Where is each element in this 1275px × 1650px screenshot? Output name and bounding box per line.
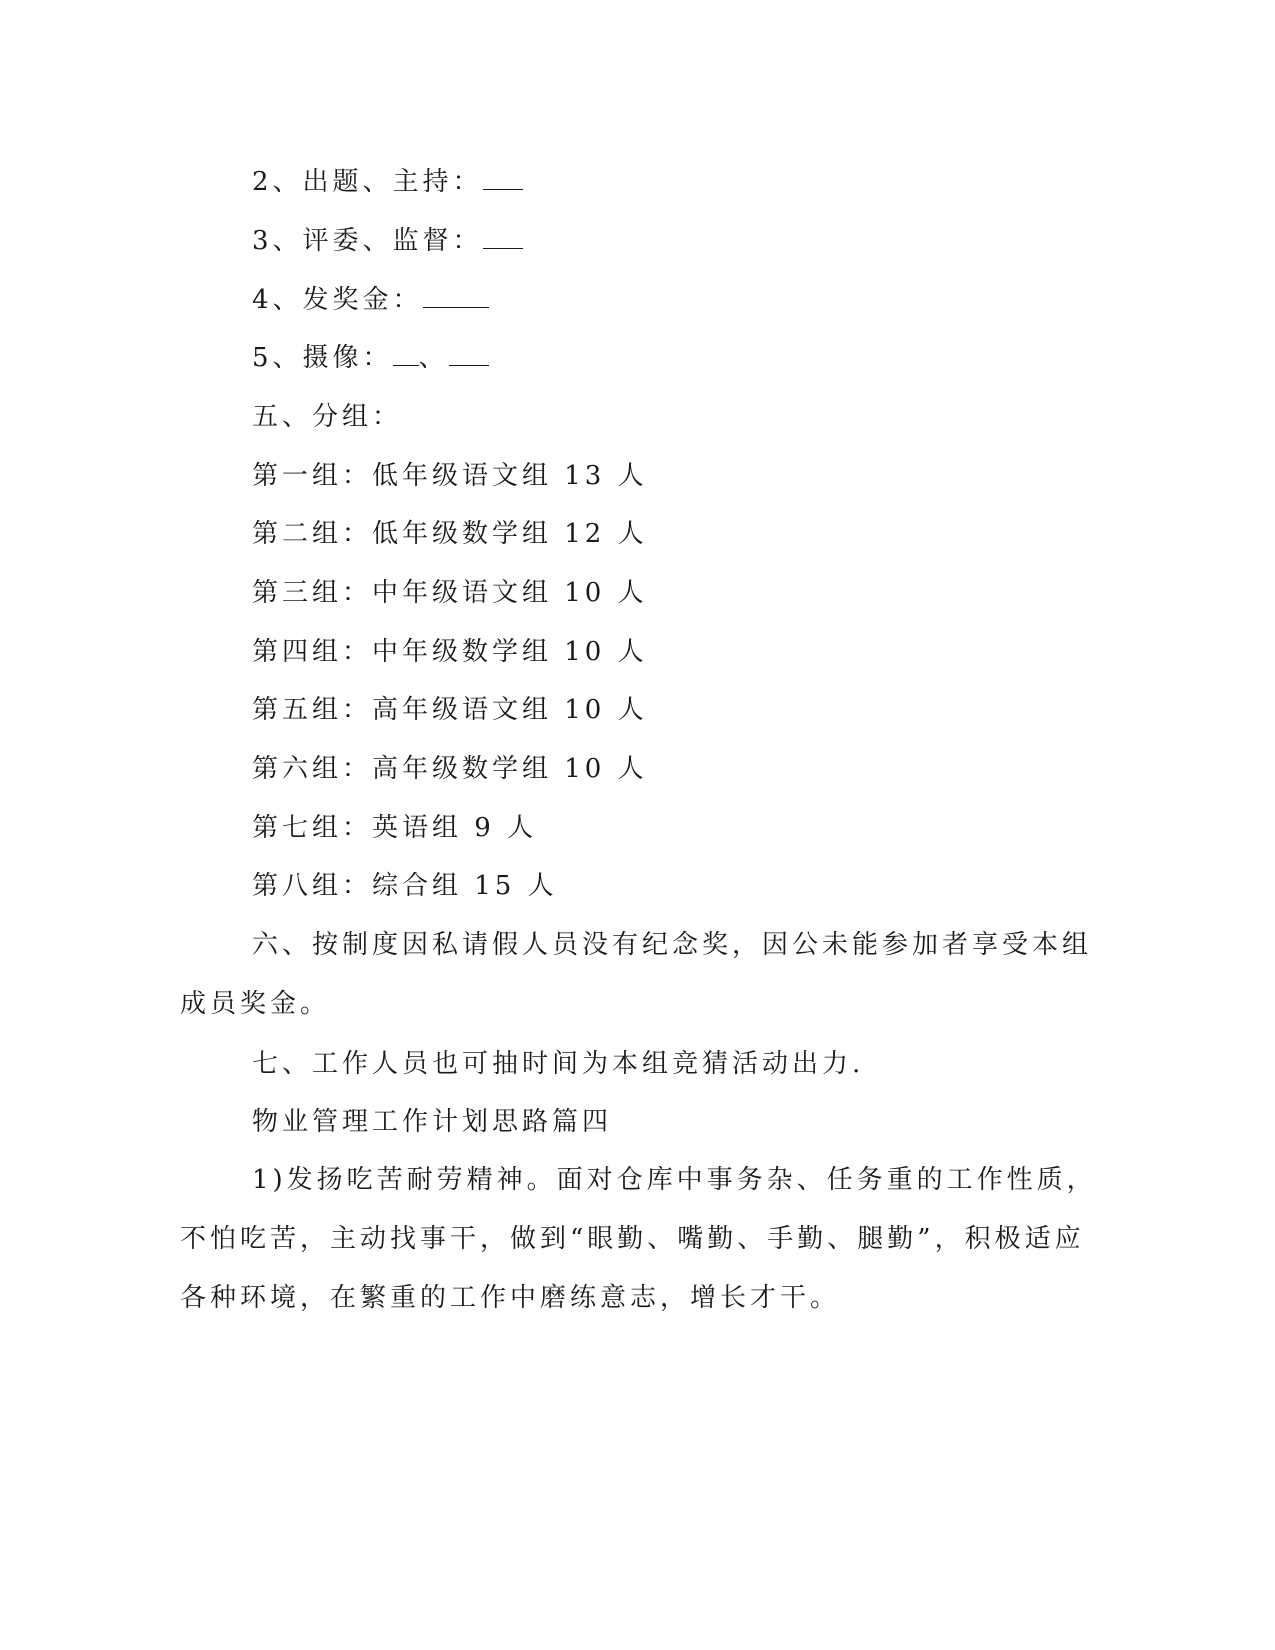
section-6-line-1: 六、按制度因私请假人员没有纪念奖，因公未能参加者享受本组 xyxy=(252,930,1093,960)
fill-blank xyxy=(449,343,489,366)
staff-item-4 xyxy=(180,285,1080,315)
article-title: 物业管理工作计划思路篇四 xyxy=(252,1107,613,1137)
paragraph-line-3: 各种环境，在繁重的工作中磨练意志，增长才干。 xyxy=(180,1283,841,1313)
group-line: 第七组：英语组 9 人 xyxy=(252,813,538,843)
staff-item-4-label: 4、发奖金： xyxy=(252,285,423,315)
section-7: 七、工作人员也可抽时间为本组竞猜活动出力. xyxy=(252,1049,865,1079)
group-line: 第四组：中年级数学组 10 人 xyxy=(252,637,648,667)
fill-blank xyxy=(393,343,419,366)
section-5-heading: 五、分组： xyxy=(252,402,403,432)
paragraph-line-2: 不怕吃苦，主动找事干，做到“眼勤、嘴勤、手勤、腿勤”，积极适应 xyxy=(180,1224,1085,1254)
fill-blank xyxy=(483,226,523,249)
group-line: 第一组：低年级语文组 13 人 xyxy=(252,461,648,491)
staff-item-3-label: 3、评委、监督： xyxy=(252,226,483,256)
group-line: 第六组：高年级数学组 10 人 xyxy=(252,754,648,784)
paragraph-line-1: 1)发扬吃苦耐劳精神。面对仓库中事务杂、任务重的工作性质， xyxy=(252,1165,1097,1195)
group-line: 第二组：低年级数学组 12 人 xyxy=(252,519,648,549)
fill-blank xyxy=(423,285,489,308)
group-line: 第三组：中年级语文组 10 人 xyxy=(252,578,648,608)
fill-blank xyxy=(483,167,523,190)
staff-item-3 xyxy=(180,226,1080,256)
staff-item-5-separator: 、 xyxy=(418,343,449,373)
section-6-line-2: 成员奖金。 xyxy=(180,989,331,1019)
staff-item-5-label: 5、摄像： xyxy=(252,343,393,373)
group-line: 第五组：高年级语文组 10 人 xyxy=(252,695,648,725)
staff-item-2 xyxy=(180,167,1080,197)
staff-item-2-label: 2、出题、主持： xyxy=(252,167,483,197)
group-line: 第八组：综合组 15 人 xyxy=(252,871,558,901)
staff-item-5 xyxy=(180,343,1080,373)
